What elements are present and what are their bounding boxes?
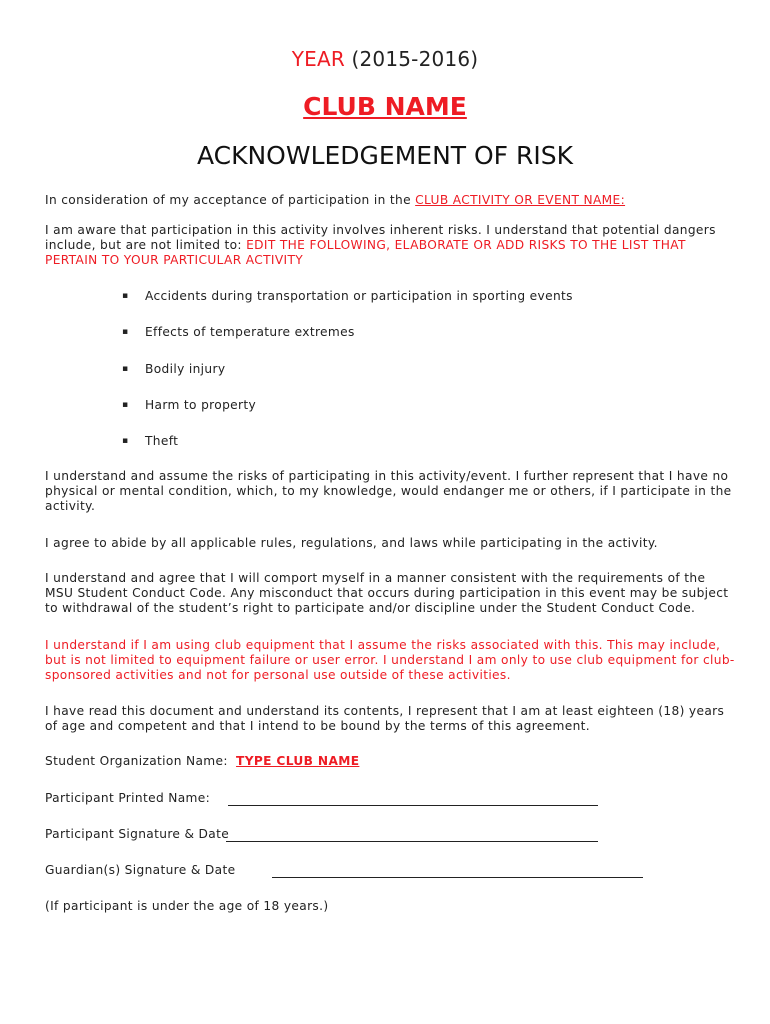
year-label: YEAR: [291, 47, 345, 71]
risk-item-text: Harm to property: [145, 398, 257, 412]
risk-edit-instruction: EDIT THE FOLLOWING, ELABORATE OR ADD RISKS TO THE LIST THAT PERTAIN TO YOUR PARTICULAR ACTIVITY: [45, 238, 686, 267]
risk-item-text: Accidents during transportation or participation in sporting events: [145, 289, 573, 303]
organization-name-label: Student Organization Name:: [45, 754, 228, 768]
abide-rules-paragraph: I agree to abide by all applicable rules, regulations, and laws while participating in the activity.: [45, 536, 658, 550]
organization-name-field: [45, 754, 359, 769]
participant-signature-label: Participant Signature & Date: [45, 827, 230, 841]
club-name-heading: CLUB NAME: [303, 92, 467, 121]
conduct-code-paragraph: I understand and agree that I will comport myself in a manner consistent with the requirements of the MSU Student Conduct Code. Any misconduct that occurs during participation in this event may be subject to withdrawal of the student’s right to participate and/or discipline under the Student Conduct Code.: [45, 571, 729, 615]
bullet-icon: ▪: [122, 291, 129, 301]
activity-name-placeholder: CLUB ACTIVITY OR EVENT NAME:: [415, 193, 626, 207]
risk-item-text: Bodily injury: [145, 362, 226, 376]
intro-paragraph: [45, 193, 735, 208]
club-equipment-paragraph: I understand if I am using club equipment that I assume the risks associated with this. This may include, but is not limited to equipment failure or user error. I understand I am only to use club equipment for club-sponsored activities and not for personal use outside of these activities.: [45, 638, 735, 682]
risk-item-text: Theft: [145, 434, 179, 448]
aware-paragraph: [45, 223, 735, 268]
bullet-icon: ▪: [122, 364, 129, 374]
participant-signature-line[interactable]: [226, 841, 598, 842]
minor-note: (If participant is under the age of 18 years.): [45, 899, 329, 913]
intro-text: In consideration of my acceptance of participation in the: [45, 193, 416, 207]
assume-risk-paragraph: I understand and assume the risks of participating in this activity/event. I further represent that I have no physical or mental condition, which, to my knowledge, would endanger me or others, if I participate in the activity.: [45, 469, 732, 513]
risk-item-text: Effects of temperature extremes: [145, 325, 355, 339]
year-range: (2015-2016): [351, 47, 479, 71]
guardian-signature-line[interactable]: [272, 877, 643, 878]
read-understand-paragraph: I have read this document and understand its contents, I represent that I am at least eighteen (18) years of age and competent and that I intend to be bound by the terms of this agreement.: [45, 704, 725, 733]
organization-name-value[interactable]: TYPE CLUB NAME: [236, 754, 360, 768]
printed-name-line[interactable]: [228, 805, 598, 806]
aware-text: I am aware that participation in this activity involves inherent risks. I understand that potential dangers include, but are not limited to:: [45, 223, 716, 252]
bullet-icon: ▪: [122, 436, 129, 446]
guardian-signature-label: Guardian(s) Signature & Date: [45, 863, 236, 877]
document-title: ACKNOWLEDGEMENT OF RISK: [196, 141, 574, 170]
year-heading: [0, 47, 770, 71]
bullet-icon: ▪: [122, 400, 129, 410]
bullet-icon: ▪: [122, 327, 129, 337]
printed-name-label: Participant Printed Name:: [45, 791, 211, 805]
